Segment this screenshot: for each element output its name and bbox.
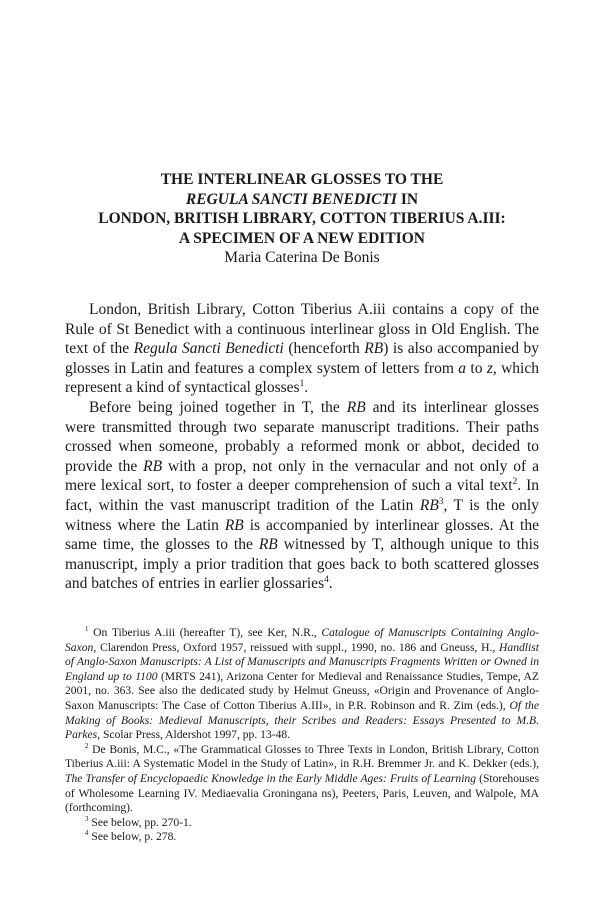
footnote-2: $^2$ De Bonis, M.C., «The Grammatical Glosses to Three Texts in London, British Library, Cotton Tiberius A.iii: A Systematic Model in the Study of Latin», in R.H. Bremmer Jr. and K. Dekker (eds.), The Transfer of Encyclopaedic Knowledge in the Early Middle Ages: Fruits of Learning (Storehouses of Wholesome Learning IV. Mediaevalia Groningana ns), Peeters, Paris, Leuven, and Walpole, MA (forthcoming). bbox=[65, 741, 539, 815]
footnote-ref-2: 2 bbox=[512, 477, 518, 488]
footnote-4: $^4$ See below, p. 278. bbox=[85, 829, 177, 844]
footnote-mark: 3 bbox=[85, 814, 89, 823]
footnote-mark: 4 bbox=[85, 829, 89, 838]
footnote-ref-4: 4 bbox=[324, 575, 329, 586]
footnote-mark: 1 bbox=[85, 625, 89, 634]
paragraph-2: Before being joined together in T, the RB and its interlinear glosses were transmitted through two separate manuscript traditions. Their paths crossed when someone, probably a reformed monk or abbot, decided to provide the RB with a prop, not only in the vernacular and not only of a mere lexical sort, to foster a deeper comprehension of such a vital text$^2$. In fact, within the vast manuscript tradition of the Latin $RB^3$, T is the only witness where the Latin RB is accompanied by interlinear glosses. At the same time, the glosses to the RB witnessed by T, although unique to this manuscript, imply a prior tradition that goes back to both scattered glosses and batches of entries in earlier glossaries$^4$. bbox=[65, 398, 540, 593]
body-text bbox=[65, 300, 539, 594]
footnote-ref-3: 3 bbox=[438, 496, 444, 507]
title-line-2: REGULA SANCTI BENEDICTI IN bbox=[185, 190, 419, 208]
footnotes bbox=[65, 626, 539, 845]
title-line-1: THE INTERLINEAR GLOSSES TO THE bbox=[160, 171, 444, 188]
title-line-3: LONDON, BRITISH LIBRARY, COTTON TIBERIUS A.III: bbox=[98, 210, 506, 227]
footnote-ref-1: 1 bbox=[299, 379, 305, 390]
footnote-3: $^3$ See below, pp. 270-1. bbox=[85, 814, 192, 829]
paper-title bbox=[60, 170, 544, 248]
title-work-name: REGULA SANCTI BENEDICTI bbox=[185, 190, 397, 208]
footnote-1: $^1$ On Tiberius A.iii (hereafter T), see Ker, N.R., Catalogue of Manuscripts Containing Anglo-Saxon, Clarendon Press, Oxford 1957, reissued with suppl., 1990, no. 186 and Gneuss, H., Handlist of Anglo-Saxon Manuscripts: A List of Manuscripts and Manuscripts Fragments Written or Owned in England up to 1100 (MRTS 241), Arizona Center for Medieval and Renaissance Studies, Tempe, AZ 2001, no. 363. See also the dedicated study by Helmut Gneuss, «Origin and Provenance of Anglo-Saxon Manuscripts: The Case of Cotton Tiberius A.III», in P.R. Robinson and R. Zim (eds.), Of the Making of Books: Medieval Manuscripts, their Scribes and Readers: Essays Presented to M.B. Parkes, Scolar Press, Aldershot 1997, pp. 13-48. bbox=[65, 625, 540, 742]
author-name: Maria Caterina De Bonis bbox=[224, 249, 380, 266]
footnote-mark: 2 bbox=[85, 741, 89, 750]
paragraph-1: London, British Library, Cotton Tiberius A.iii contains a copy of the Rule of St Benedict with a continuous interlinear gloss in Old English. The text of the Regula Sancti Benedicti (henceforth RB) is also accompanied by glosses in Latin and features a complex system of letters from a to z, which represent a kind of syntactical glosses$^1$. bbox=[65, 301, 539, 397]
title-line-4: A SPECIMEN OF A NEW EDITION bbox=[179, 229, 425, 247]
